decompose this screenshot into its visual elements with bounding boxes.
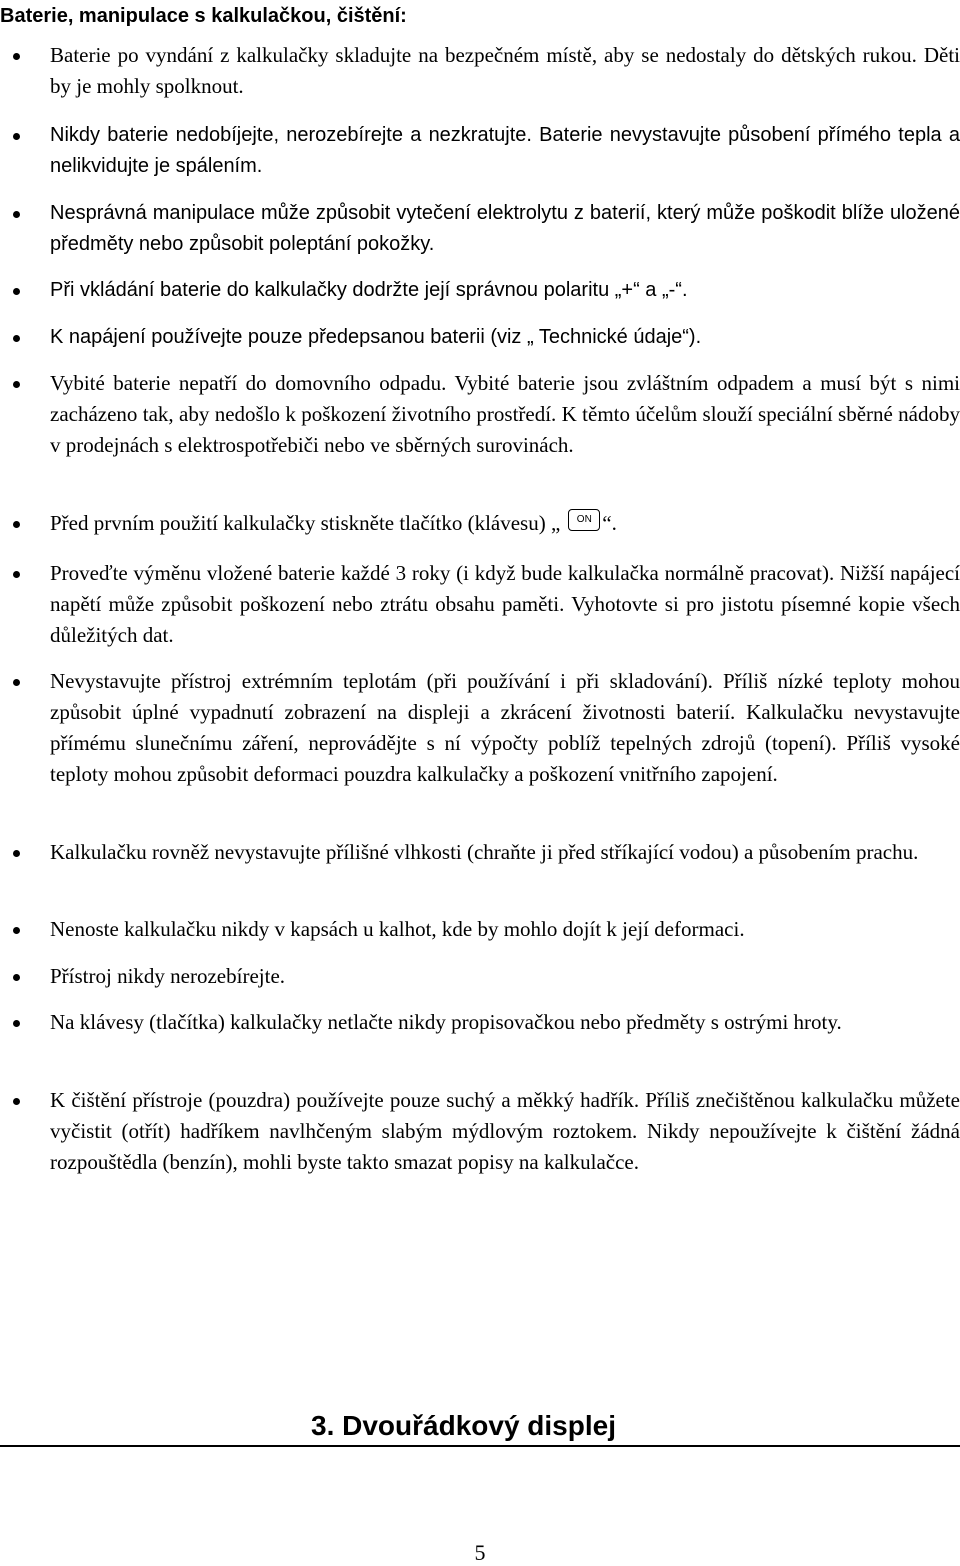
- bullet-icon: [13, 53, 20, 60]
- bullet-text: Proveďte výměnu vložené baterie každé 3 roky (i když bude kalkulačka normálně pracovat). Nižší napájecí napětí může způsobit poškození nebo ztrátu obsahu paměti. Vyhotovte si pro jistotu písemné kopie všech důležitých dat.: [50, 561, 960, 647]
- section-heading: 3. Dvouřádkový displej: [311, 1410, 616, 1441]
- bullet-icon: [13, 288, 20, 295]
- page-number: 5: [474, 1540, 486, 1565]
- bullet-text: Vybité baterie nepatří do domovního odpadu. Vybité baterie jsou zvláštním odpadem a musí být s nimi zacházeno tak, aby nedošlo k poškození životního prostředí. K těmto účelům slouží speciální sběrné nádoby v prodejnách s elektrospotřebiči nebo ve sběrných surovinách.: [50, 371, 960, 457]
- on-key-instruction-end: “.: [602, 511, 617, 535]
- bullet-text: K napájení používejte pouze předepsanou baterii (viz „ Technické údaje“).: [50, 326, 702, 348]
- on-key-instruction: Před prvním použití kalkulačky stiskněte tlačítko (klávesu) „: [50, 511, 561, 535]
- bullet-text: Nenoste kalkulačku nikdy v kapsách u kalhot, kde by mohlo dojít k její deformaci.: [50, 917, 745, 941]
- bullet-text: Nikdy baterie nedobíjejte, nerozebírejte a nezkratujte. Baterie nevystavujte působení přímého tepla a nelikvidujte je spálením.: [50, 124, 960, 177]
- bullet-icon: [13, 974, 20, 981]
- bullet-icon: [13, 381, 20, 388]
- page-heading: Baterie, manipulace s kalkulačkou, čištění:: [0, 5, 407, 27]
- bullet-text: K čištění přístroje (pouzdra) používejte pouze suchý a měkký hadřík. Příliš znečištěnou kalkulačku můžete vyčistit (otřít) hadříkem navlhčeným slabým mýdlovým roztokem. Nikdy nepoužívejte k čištění žádná rozpouštědla (benzín), mohli byste takto smazat popisy na kalkulačce.: [50, 1088, 960, 1174]
- section-divider: [0, 1445, 960, 1447]
- bullet-icon: [13, 1020, 20, 1027]
- bullet-text: Při vkládání baterie do kalkulačky dodržte její správnou polaritu „+“ a „-“.: [50, 279, 688, 301]
- on-key-icon: ON: [568, 509, 600, 531]
- bullet-text: Nesprávná manipulace může způsobit vytečení elektrolytu z baterií, který může poškodit blíže uložené předměty nebo způsobit poleptání pokožky.: [50, 202, 960, 255]
- bullet-icon: [13, 927, 20, 934]
- bullet-icon: [13, 335, 20, 342]
- bullet-icon: [13, 133, 20, 140]
- bullet-icon: [13, 679, 20, 686]
- bullet-icon: [13, 850, 20, 857]
- bullet-text: Baterie po vyndání z kalkulačky skladujte na bezpečném místě, aby se nedostaly do dětských rukou. Děti by je mohly spolknout.: [50, 43, 960, 98]
- bullet-icon: [13, 211, 20, 218]
- bullet-icon: [13, 521, 20, 528]
- bullet-icon: [13, 571, 20, 578]
- bullet-text: Přístroj nikdy nerozebírejte.: [50, 964, 286, 988]
- bullet-text: Kalkulačku rovněž nevystavujte přílišné vlhkosti (chraňte ji před stříkající vodou) a působením prachu.: [50, 840, 919, 864]
- bullet-icon: [13, 1098, 20, 1105]
- bullet-text: [50, 508, 960, 539]
- bullet-text: Nevystavujte přístroj extrémním teplotám (při používání i při skladování). Příliš nízké teploty mohou způsobit úplné vypadnutí zobrazení na displeji a zkrácení životnosti baterií. Kalkulačku nevystavujte přímému slunečnímu záření, neprovádějte s ní výpočty poblíž tepelných zdrojů (topení). Příliš vysoké teploty mohou způsobit deformaci pouzdra kalkulačky a poškození vnitřního zapojení.: [50, 669, 960, 786]
- bullet-text: Na klávesy (tlačítka) kalkulačky netlačte nikdy propisovačkou nebo předměty s ostrými hroty.: [50, 1010, 842, 1034]
